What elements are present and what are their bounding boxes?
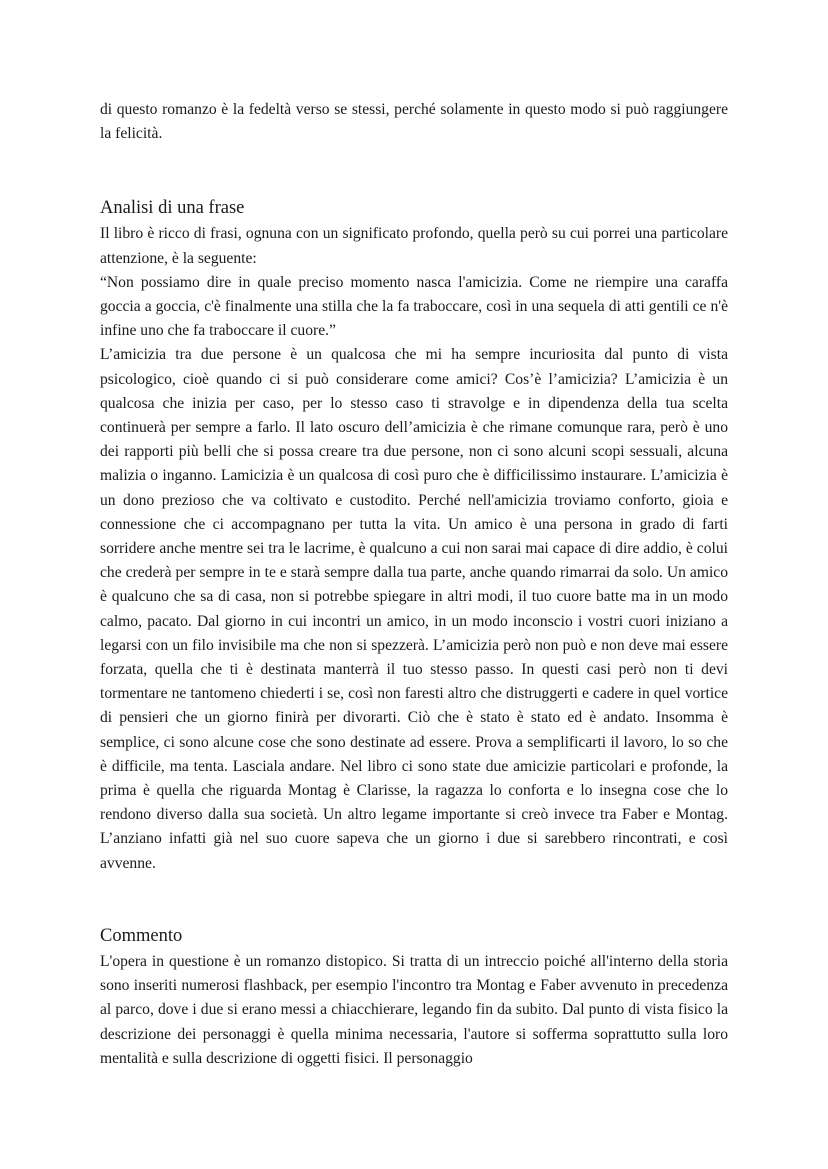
section-heading-analysis: Analisi di una frase xyxy=(100,198,245,219)
section-analysis xyxy=(100,196,728,875)
analysis-quote-paragraph: “Non possiamo dire in quale preciso momento nasca l'amicizia. Come ne riempire una caraffa goccia a goccia, c'è finalmente una stilla che la fa traboccare, così in una sequela di atti gentili ce n'è infine uno che fa traboccare il cuore.” xyxy=(100,273,728,340)
section-comment xyxy=(100,924,728,1071)
analysis-body-paragraph: L’amicizia tra due persone è un qualcosa che mi ha sempre incuriosita dal punto di vista psicologico, cioè quando ci si può considerare come amici? Cos’è l’amicizia? L’amicizia è un qualcosa che inizia per caso, per lo stesso caso ti stravolge e in dipendenza della tua scelta continuerà per sempre a farlo. Il lato oscuro dell’amicizia è che rimane comunque rara, però è uno dei rapporti più belli che si possa creare tra due persone, non ci sono alcuni scopi sessuali, alcuna malizia o inganno. Lamicizia è un qualcosa di così puro che è difficilissimo instaurare. L’amicizia è un dono prezioso che va coltivato e custodito. Perché nell'amicizia troviamo conforto, gioia e connessione che ci accompagnano per tutta la vita. Un amico è una persona in grado di farti sorridere anche mentre sei tra le lacrime, è qualcuno a cui non sarai mai capace di dire addio, è colui che crederà per sempre in te e starà sempre dalla tua parte, anche quando rimarrai da solo. Un amico è qualcuno che sa di casa, non si potrebbe spiegare in altri modi, il tuo cuore batte ma in un modo calmo, pacato. Dal giorno in cui incontri un amico, in un modo inconscio i vostri cuori iniziano a legarsi con un filo invisibile ma che non si spezzerà. L’amicizia però non può e non deve mai essere forzata, quella che ti è destinata manterrà il tuo stesso passo. In questi casi però non ti devi tormentare ne tantomeno chiederti i se, così non faresti altro che distruggerti e cadere in quel vortice di pensieri che un giorno finirà per divorarti. Ciò che è stato è stato ed è andato. Insomma è semplice, ci sono alcune cose che sono destinate ad essere. Prova a semplificarti il lavoro, lo so che è difficile, ma tenta. Lasciala andare. Nel libro ci sono state due amicizie particolari e profonde, la prima è quella che riguarda Montag è Clarisse, la ragazza lo conforta e lo insegna cose che lo rendono diverso dalla sua società. Un altro legame importante si creò invece tra Faber e Montag. L’anziano infatti già nel suo cuore sapeva che un giorno i due si sarebbero rincontrati, e così avvenne. xyxy=(100,346,728,872)
analysis-intro-paragraph: Il libro è ricco di frasi, ognuna con un significato profondo, quella però su cui porrei una particolare attenzione, è la seguente: xyxy=(100,225,728,267)
section-heading-comment: Commento xyxy=(100,925,183,946)
comment-body-paragraph: L'opera in questione è un romanzo distopico. Si tratta di un intreccio poiché all'interno della storia sono inseriti numerosi flashback, per esempio l'incontro tra Montag e Faber avvenuto in precedenza al parco, dove i due si erano messi a chiacchierare, legando fin da subito. Dal punto di vista fisico la descrizione dei personaggi è quella minima necessaria, l'autore si sofferma soprattutto sulla loro mentalità e sulla descrizione di oggetti fisici. Il personaggio xyxy=(100,952,728,1067)
document-page xyxy=(100,98,728,1071)
intro-paragraph: di questo romanzo è la fedeltà verso se stessi, perché solamente in questo modo si può raggiungere la felicità. xyxy=(100,101,728,143)
